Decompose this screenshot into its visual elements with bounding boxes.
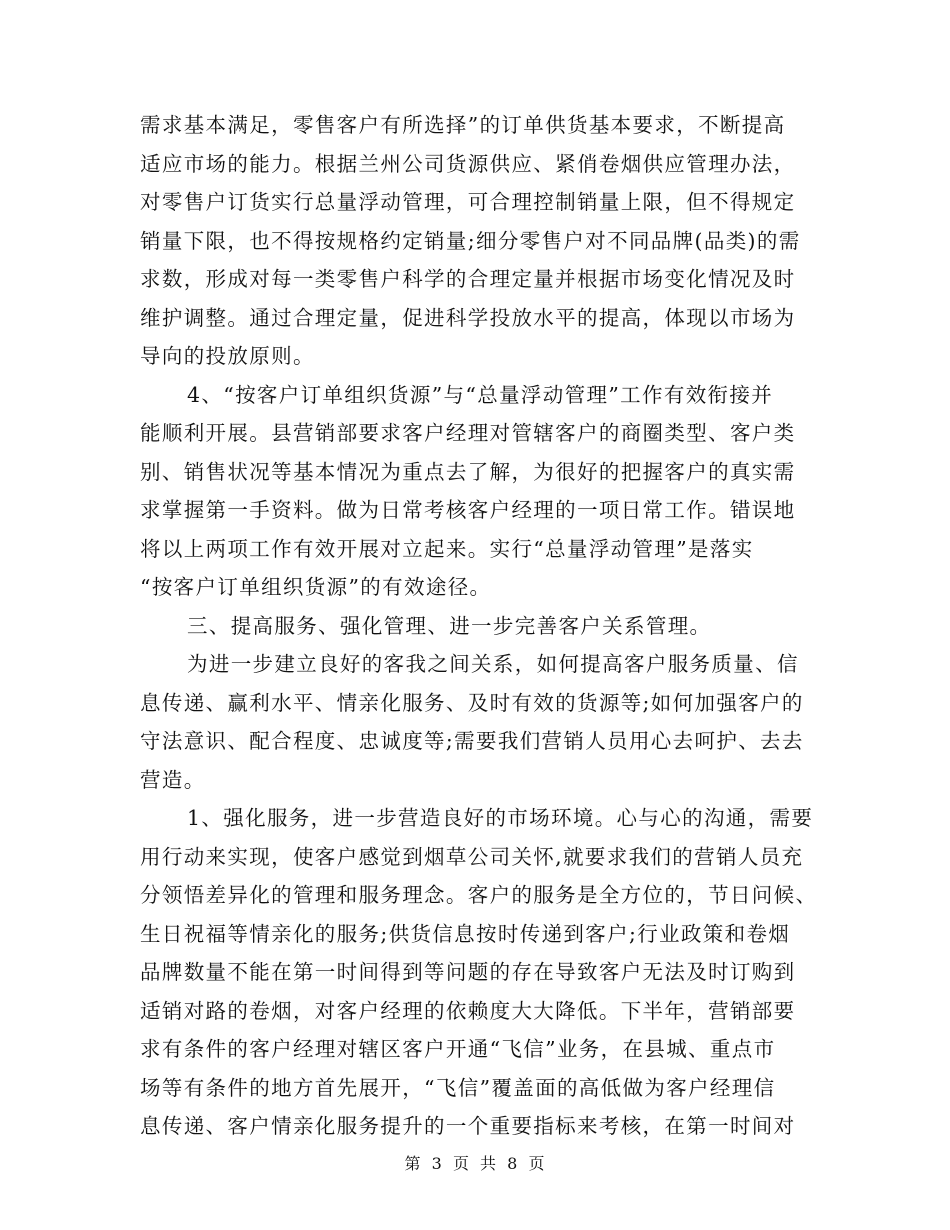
footer-prefix: 第 bbox=[404, 1154, 422, 1173]
text-line: 求掌握第一手资料。做为日常考核客户经理的一项日常工作。错误地 bbox=[140, 498, 796, 522]
page-footer bbox=[0, 1151, 950, 1174]
text-line: 为进一步建立良好的客我之间关系，如何提高客户服务质量、信 bbox=[187, 652, 799, 676]
current-page-number: 3 bbox=[431, 1154, 443, 1173]
text-line: 品牌数量不能在第一时间得到等问题的存在导致客户无法及时订购到 bbox=[140, 960, 796, 984]
text-line: 维护调整。通过合理定量，促进科学投放水平的提高，体现以市场为 bbox=[140, 305, 796, 330]
text-line: 需求基本满足，零售客户有所选择”的订单供货基本要求，不断提高 bbox=[140, 113, 786, 137]
text-line: 求数，形成对每一类零售户科学的合理定量并根据市场变化情况及时 bbox=[140, 267, 796, 291]
text-line: 场等有条件的地方首先展开，“飞信”覆盖面的高低做为客户经理信 bbox=[140, 1075, 776, 1100]
text-line: 适应市场的能力。根据兰州公司货源供应、紧俏卷烟供应管理办法， bbox=[140, 151, 796, 176]
text-line: 销量下限，也不得按规格约定销量;细分零售户对不同品牌(品类)的需 bbox=[140, 228, 801, 253]
total-page-count: 8 bbox=[507, 1154, 519, 1173]
text-line: 适销对路的卷烟，对客户经理的依赖度大大降低。下半年，营销部要 bbox=[140, 998, 796, 1023]
text-line: 三、提高服务、强化管理、进一步完善客户关系管理。 bbox=[187, 613, 712, 638]
text-line: 4、“按客户订单组织货源”与“总量浮动管理”工作有效衔接并 bbox=[187, 382, 774, 407]
footer-total-word: 共 bbox=[480, 1154, 498, 1173]
text-line: 息传递、赢利水平、情亲化服务、及时有效的货源等;如何加强客户的 bbox=[140, 690, 804, 715]
text-line: 守法意识、配合程度、忠诚度等;需要我们营销人员用心去呵护、去去 bbox=[140, 729, 804, 753]
text-line: 分领悟差异化的管理和服务理念。客户的服务是全方位的，节日问候、 bbox=[140, 883, 818, 907]
text-line: 将以上两项工作有效开展对立起来。实行“总量浮动管理”是落实 bbox=[140, 536, 754, 561]
text-line: “按客户订单组织货源”的有效途径。 bbox=[140, 575, 492, 599]
footer-suffix: 页 bbox=[528, 1154, 546, 1173]
text-line: 1、强化服务，进一步营造良好的市场环境。心与心的沟通，需要 bbox=[187, 806, 814, 830]
text-line: 营造。 bbox=[140, 767, 206, 792]
text-line: 对零售户订货实行总量浮动管理，可合理控制销量上限，但不得规定 bbox=[140, 190, 796, 214]
text-line: 息传递、客户情亲化服务提升的一个重要指标来考核，在第一时间对 bbox=[140, 1114, 796, 1138]
text-line: 用行动来实现，使客户感觉到烟草公司关怀,就要求我们的营销人员充 bbox=[140, 844, 804, 869]
footer-page-word: 页 bbox=[452, 1154, 470, 1173]
text-line: 生日祝福等情亲化的服务;供货信息按时传递到客户;行业政策和卷烟 bbox=[140, 921, 791, 946]
text-line: 能顺利开展。县营销部要求客户经理对管辖客户的商圈类型、客户类 bbox=[140, 421, 796, 445]
text-line: 求有条件的客户经理对辖区客户开通“飞信”业务，在县城、重点市 bbox=[140, 1037, 776, 1061]
text-line: 导向的投放原则。 bbox=[140, 344, 315, 368]
text-line: 别、销售状况等基本情况为重点去了解，为很好的把握客户的真实需 bbox=[140, 459, 796, 484]
